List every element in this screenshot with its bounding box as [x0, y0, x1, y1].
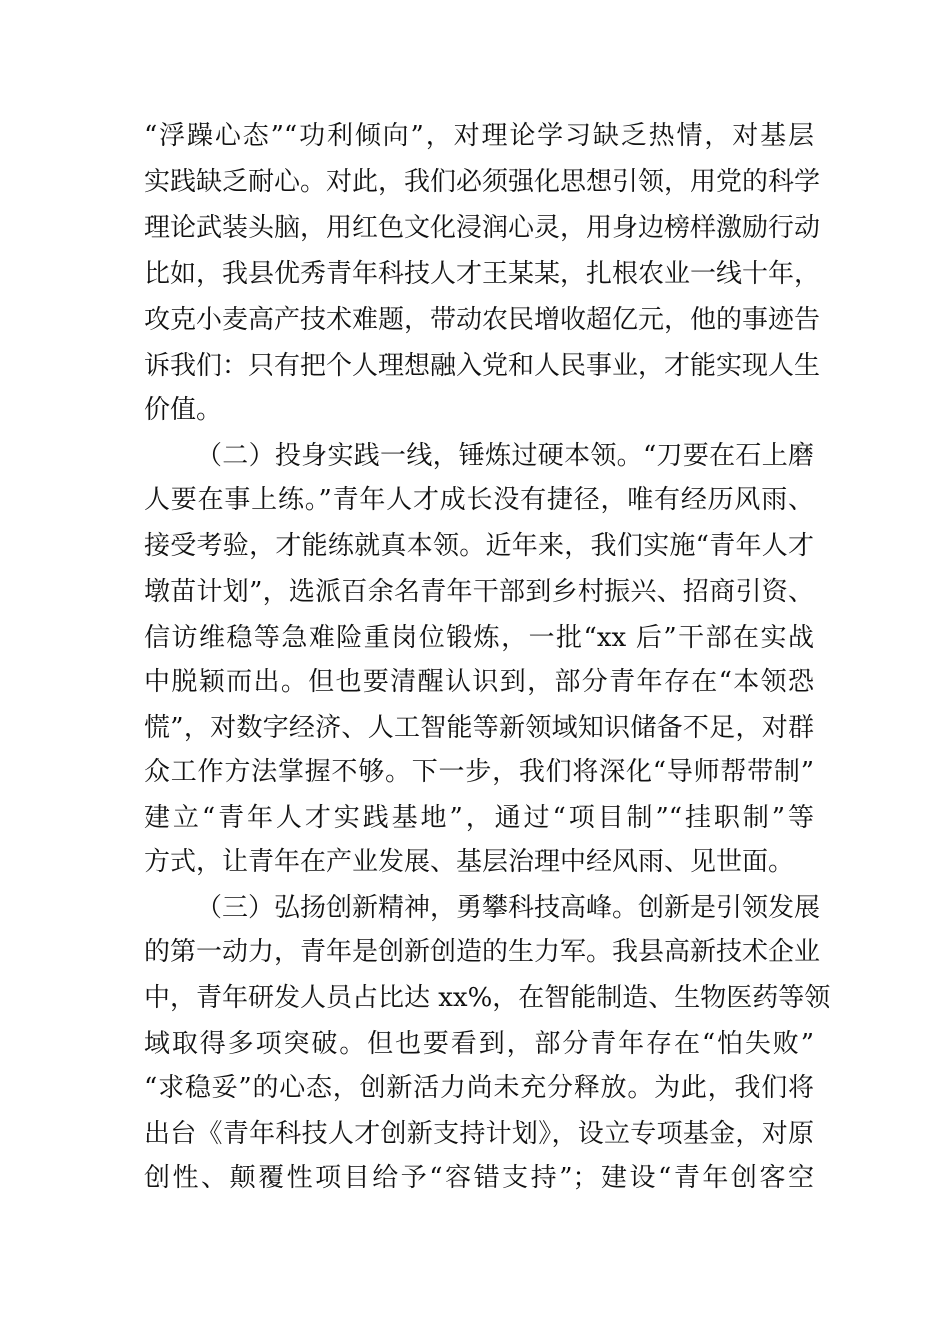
text-line: “浮躁心态”“功利倾向”，对理论学习缺乏热情，对基层 — [144, 121, 814, 151]
text-line: 接受考验，才能练就真本领。近年来，我们实施“青年人才 — [144, 531, 814, 561]
text-line: 域取得多项突破。但也要看到，部分青年存在“怕失败” — [144, 1029, 814, 1059]
text-line: 众工作方法掌握不够。下一步，我们将深化“导师帮带制” — [144, 757, 814, 787]
section-heading-line: （三）弘扬创新精神，勇攀科技高峰。创新是引领发展 — [196, 893, 821, 923]
text-line: 信访维稳等急难险重岗位锻炼，一批“xx 后”干部在实战 — [144, 623, 814, 653]
text-line: 攻克小麦高产技术难题，带动农民增收超亿元，他的事迹告 — [144, 305, 821, 335]
section-heading-line: （二）投身实践一线，锤炼过硬本领。“刀要在石上磨 — [196, 441, 814, 471]
text-line: “求稳妥”的心态，创新活力尚未充分释放。为此，我们将 — [144, 1073, 814, 1103]
text-line: 诉我们：只有把个人理想融入党和人民事业，才能实现人生 — [144, 351, 821, 381]
text-line: 出台《青年科技人才创新支持计划》，设立专项基金，对原 — [144, 1119, 814, 1149]
text-line: 的第一动力，青年是创新创造的生力军。我县高新技术企业 — [144, 937, 821, 967]
text-line: 比如，我县优秀青年科技人才王某某，扎根农业一线十年， — [144, 259, 821, 289]
text-line: 理论武装头脑，用红色文化浸润心灵，用身边榜样激励行动 — [144, 213, 821, 243]
text-line: 实践缺乏耐心。对此，我们必须强化思想引领，用党的科学 — [144, 167, 821, 197]
text-line: 价值。 — [144, 395, 223, 425]
text-line: 人要在事上练。”青年人才成长没有捷径，唯有经历风雨、 — [144, 485, 814, 515]
text-line: 中脱颖而出。但也要清醒认识到，部分青年存在“本领恐 — [144, 667, 814, 697]
text-line: 方式，让青年在产业发展、基层治理中经风雨、见世面。 — [144, 847, 795, 877]
text-line: 慌”，对数字经济、人工智能等新领域知识储备不足，对群 — [144, 713, 814, 743]
text-line: 中，青年研发人员占比达 xx%，在智能制造、生物医药等领 — [144, 983, 831, 1013]
text-line: 建立“青年人才实践基地”，通过“项目制”“挂职制”等 — [144, 803, 814, 833]
text-line: 墩苗计划”，选派百余名青年干部到乡村振兴、招商引资、 — [144, 577, 814, 607]
text-line: 创性、颠覆性项目给予“容错支持”；建设“青年创客空 — [144, 1163, 814, 1193]
